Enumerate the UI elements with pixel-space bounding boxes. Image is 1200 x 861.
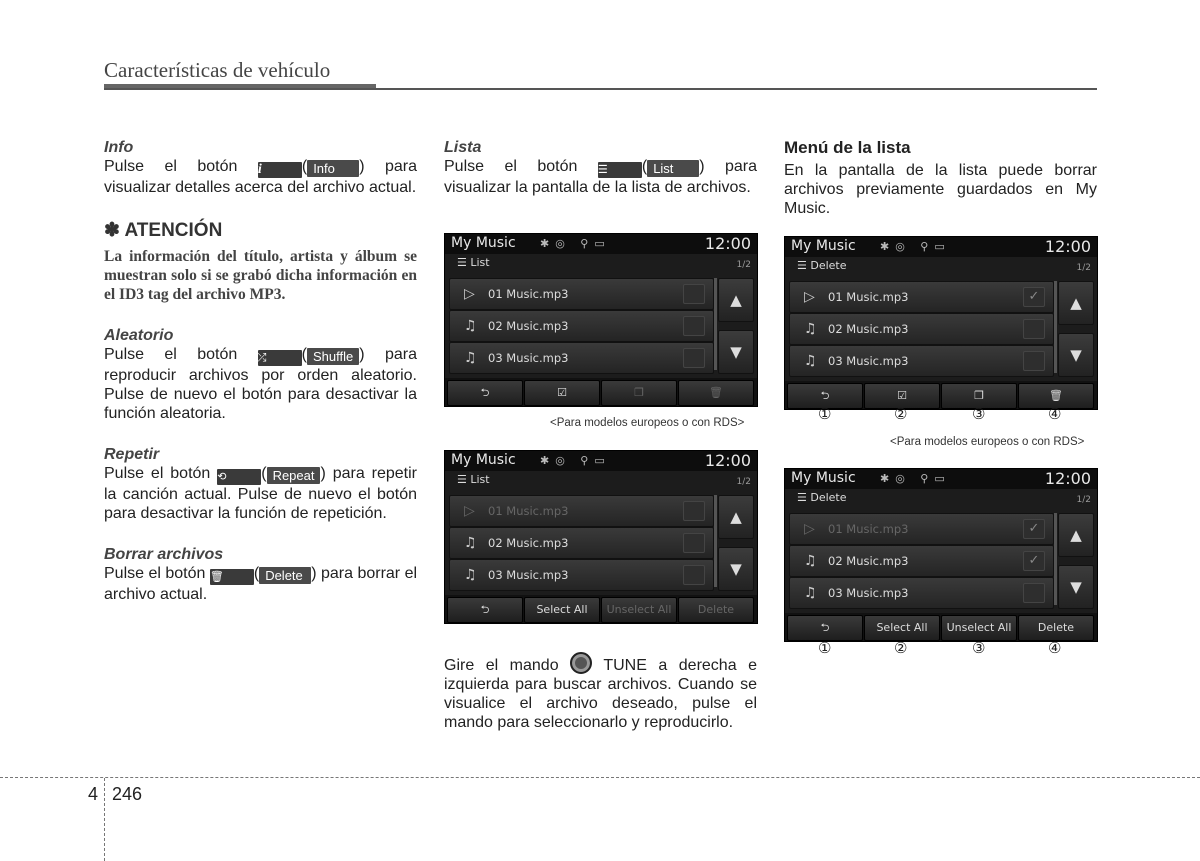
footer-rule bbox=[0, 777, 1200, 778]
file-name: 03 Music.mp3 bbox=[488, 568, 569, 582]
info-heading: Info bbox=[104, 139, 134, 156]
file-name: 01 Music.mp3 bbox=[488, 504, 569, 518]
callout-4: ④ bbox=[1048, 640, 1062, 657]
list-doc-icon: ☰ bbox=[457, 473, 471, 486]
list-item[interactable] bbox=[789, 281, 1054, 313]
shuffle-icon: ⤮ bbox=[258, 350, 302, 366]
screen-clock: 12:00 bbox=[704, 234, 751, 253]
callout-2: ② bbox=[894, 406, 908, 423]
screen-clock: 12:00 bbox=[704, 451, 751, 470]
file-name: 02 Music.mp3 bbox=[488, 319, 569, 333]
unselect-all-button[interactable]: Unselect All bbox=[941, 615, 1017, 641]
screen-status-bar bbox=[445, 234, 757, 254]
play-icon: ▷ bbox=[804, 289, 815, 305]
delete-button[interactable]: Delete bbox=[678, 597, 754, 623]
caption-1: <Para modelos europeos o con RDS> bbox=[550, 417, 745, 429]
list-chip: List bbox=[647, 160, 699, 177]
page-indicator: 1/2 bbox=[1076, 263, 1091, 273]
list-heading: Lista bbox=[444, 139, 482, 156]
page-header-title: Características de vehículo bbox=[104, 58, 331, 82]
callout-1: ① bbox=[818, 406, 832, 423]
delete-header bbox=[797, 491, 847, 504]
back-button[interactable]: ⮌ bbox=[787, 383, 863, 409]
page-number: 246 bbox=[112, 784, 143, 804]
column-2 bbox=[444, 138, 757, 197]
back-button[interactable]: ⮌ bbox=[447, 380, 523, 406]
trash-icon[interactable]: 🗑 bbox=[678, 380, 754, 406]
screen-delete-2 bbox=[784, 468, 1098, 642]
scroll-down-button[interactable]: ▼ bbox=[1058, 565, 1094, 609]
footer-vertical-rule bbox=[104, 778, 105, 861]
scroll-down-button[interactable]: ▼ bbox=[718, 330, 754, 374]
screen-delete-1 bbox=[784, 236, 1098, 410]
checkbox[interactable] bbox=[1023, 351, 1045, 371]
scroll-up-button[interactable]: ▲ bbox=[1058, 281, 1094, 325]
callout-1: ① bbox=[818, 640, 832, 657]
list-doc-icon: ☰ bbox=[457, 256, 471, 269]
list-item[interactable] bbox=[449, 342, 714, 374]
repeat-paragraph: Pulse el botón ⟲ ( Repeat ) para repetir la canción actual. Pulse de nuevo el botón para desactivar la función de repetición. bbox=[104, 465, 417, 522]
screen-status-bar bbox=[445, 451, 757, 471]
screen-title: My Music bbox=[451, 452, 516, 468]
callout-3: ③ bbox=[972, 640, 986, 657]
section-number: 4 bbox=[88, 784, 99, 804]
list-item[interactable] bbox=[789, 545, 1054, 577]
list-item[interactable] bbox=[449, 495, 714, 527]
list-doc-icon: ☰ bbox=[797, 491, 811, 504]
shuffle-heading: Aleatorio bbox=[104, 327, 174, 344]
screen-clock: 12:00 bbox=[1044, 469, 1091, 488]
scroll-up-button[interactable]: ▲ bbox=[1058, 513, 1094, 557]
file-name: 03 Music.mp3 bbox=[828, 586, 909, 600]
music-note-icon: ♫ bbox=[804, 353, 817, 369]
screen-title: My Music bbox=[451, 235, 516, 251]
scroll-up-button[interactable]: ▲ bbox=[718, 278, 754, 322]
back-button[interactable]: ⮌ bbox=[447, 597, 523, 623]
shuffle-chip: Shuffle bbox=[307, 348, 359, 365]
scroll-up-button[interactable]: ▲ bbox=[718, 495, 754, 539]
attention-heading: ✽ ATENCIÓN bbox=[104, 220, 223, 241]
delete-chip: Delete bbox=[259, 567, 311, 584]
check-icon[interactable]: ☑ bbox=[864, 383, 940, 409]
copy-icon[interactable]: ❐ bbox=[601, 380, 677, 406]
file-name: 01 Music.mp3 bbox=[828, 522, 909, 536]
list-text-post: para visualizar la pantalla de la lista de archivos. bbox=[444, 158, 757, 196]
caption-2: <Para modelos europeos o con RDS> bbox=[890, 436, 1085, 448]
attention-body: La información del título, artista y álbum se muestran solo si se grabó dicha información en el ID3 tag del archivo MP3. bbox=[104, 248, 417, 303]
screen-title: My Music bbox=[791, 238, 856, 254]
page-indicator: 1/2 bbox=[736, 477, 751, 487]
bottom-bar bbox=[445, 595, 757, 623]
file-name: 01 Music.mp3 bbox=[488, 287, 569, 301]
list-paragraph: Pulse el botón ☰ ( List ) para visualizar la pantalla de la lista de archivos. bbox=[444, 158, 757, 196]
back-button[interactable]: ⮌ bbox=[787, 615, 863, 641]
play-icon: ▷ bbox=[464, 286, 475, 302]
repeat-text-post: para repetir la canción actual. Pulse de nuevo el botón para desactivar la función de repetición. bbox=[104, 465, 417, 522]
shuffle-text-post: para reproducir archivos por orden aleatorio. Pulse de nuevo el botón para desactivar la función aleatoria. bbox=[104, 346, 417, 422]
list-icon: ☰ bbox=[598, 162, 642, 178]
list-text-pre: Pulse el botón bbox=[444, 158, 578, 175]
checkbox[interactable] bbox=[1023, 319, 1045, 339]
tune-knob-icon bbox=[570, 652, 592, 674]
file-name: 03 Music.mp3 bbox=[828, 354, 909, 368]
music-note-icon: ♫ bbox=[804, 321, 817, 337]
checkbox[interactable] bbox=[683, 348, 705, 368]
list-item[interactable] bbox=[789, 345, 1054, 377]
checkbox[interactable] bbox=[683, 533, 705, 553]
page-indicator: 1/2 bbox=[1076, 495, 1091, 505]
repeat-chip: Repeat bbox=[267, 467, 321, 484]
scroll-down-button[interactable]: ▼ bbox=[718, 547, 754, 591]
list-item[interactable] bbox=[449, 527, 714, 559]
bottom-bar bbox=[785, 613, 1097, 641]
music-note-icon: ♫ bbox=[464, 567, 477, 583]
delete-heading: Borrar archivos bbox=[104, 546, 224, 563]
column-3 bbox=[784, 138, 1097, 218]
list-doc-icon: ☰ bbox=[797, 259, 811, 272]
delete-paragraph: Pulse el botón 🗑 ( Delete ) para borrar el archivo actual. bbox=[104, 565, 418, 603]
delete-header-label: Delete bbox=[810, 259, 847, 272]
list-header-label: List bbox=[470, 256, 490, 269]
checkbox[interactable] bbox=[683, 501, 705, 521]
checkbox-checked[interactable]: ✓ bbox=[1023, 287, 1045, 307]
info-text-pre: Pulse el botón bbox=[104, 158, 238, 175]
header-rule bbox=[104, 88, 1097, 90]
list-item[interactable] bbox=[449, 278, 714, 310]
screen-status-bar bbox=[785, 469, 1097, 489]
scrollbar[interactable] bbox=[714, 495, 717, 587]
delete-text-pre: Pulse el botón bbox=[104, 565, 206, 582]
bluetooth-icon: ✱◎ ⚲▭ bbox=[540, 237, 611, 250]
page-indicator: 1/2 bbox=[736, 260, 751, 270]
trash-icon[interactable]: 🗑 bbox=[1018, 383, 1094, 409]
checkbox-checked[interactable]: ✓ bbox=[1023, 551, 1045, 571]
repeat-heading: Repetir bbox=[104, 446, 160, 463]
shuffle-text-pre: Pulse el botón bbox=[104, 346, 238, 363]
column-1 bbox=[104, 138, 417, 604]
tune-paragraph bbox=[444, 652, 757, 732]
select-all-button[interactable]: Select All bbox=[864, 615, 940, 641]
screen-status-bar bbox=[785, 237, 1097, 257]
copy-icon[interactable]: ❐ bbox=[941, 383, 1017, 409]
scrollbar[interactable] bbox=[714, 278, 717, 370]
list-item[interactable] bbox=[789, 577, 1054, 609]
music-note-icon: ♫ bbox=[464, 318, 477, 334]
screen-title: My Music bbox=[791, 470, 856, 486]
tune-text bbox=[444, 652, 757, 732]
music-note-icon: ♫ bbox=[804, 585, 817, 601]
music-note-icon: ♫ bbox=[464, 535, 477, 551]
music-note-icon: ♫ bbox=[804, 553, 817, 569]
list-header-label: List bbox=[470, 473, 490, 486]
list-item[interactable] bbox=[449, 559, 714, 591]
screen-list-2 bbox=[444, 450, 758, 624]
checkbox[interactable] bbox=[683, 284, 705, 304]
screen-list-1 bbox=[444, 233, 758, 407]
file-name: 02 Music.mp3 bbox=[828, 322, 909, 336]
list-item[interactable] bbox=[789, 513, 1054, 545]
file-name: 02 Music.mp3 bbox=[488, 536, 569, 550]
checkbox[interactable] bbox=[683, 316, 705, 336]
unselect-all-button[interactable]: Unselect All bbox=[601, 597, 677, 623]
list-header bbox=[457, 256, 490, 269]
list-item[interactable] bbox=[789, 313, 1054, 345]
info-icon: i bbox=[258, 162, 302, 178]
scrollbar[interactable] bbox=[1054, 281, 1057, 373]
bluetooth-icon: ✱◎ ⚲▭ bbox=[880, 472, 951, 485]
tune-text-post: TUNE a derecha e izquierda para buscar archivos. Cuando se visualice el archivo deseado, pulse el mando para seleccionarlo y reproducirlo. bbox=[444, 657, 757, 731]
tune-text-pre: Gire el mando bbox=[444, 657, 559, 674]
list-header bbox=[457, 473, 490, 486]
repeat-icon: ⟲ bbox=[217, 469, 261, 485]
bottom-bar bbox=[445, 378, 757, 406]
bluetooth-icon: ✱◎ ⚲▭ bbox=[880, 240, 951, 253]
callout-2: ② bbox=[894, 640, 908, 657]
checkbox-checked[interactable]: ✓ bbox=[1023, 519, 1045, 539]
repeat-text-pre: Pulse el botón bbox=[104, 465, 211, 482]
checkbox[interactable] bbox=[683, 565, 705, 585]
delete-text-post: para borrar el archivo actual. bbox=[104, 565, 418, 603]
delete-button[interactable]: Delete bbox=[1018, 615, 1094, 641]
bluetooth-icon: ✱◎ ⚲▭ bbox=[540, 454, 611, 467]
delete-header-label: Delete bbox=[810, 491, 847, 504]
trash-icon: 🗑 bbox=[210, 569, 254, 585]
info-paragraph: Pulse el botón i ( Info ) para visualizar detalles acerca del archivo actual. bbox=[104, 158, 417, 196]
checkbox[interactable] bbox=[1023, 583, 1045, 603]
delete-header bbox=[797, 259, 847, 272]
file-name: 02 Music.mp3 bbox=[828, 554, 909, 568]
menu-paragraph: En la pantalla de la lista puede borrar archivos previamente guardados en My Music. bbox=[784, 162, 1097, 217]
list-item[interactable] bbox=[449, 310, 714, 342]
select-all-button[interactable]: Select All bbox=[524, 597, 600, 623]
play-icon: ▷ bbox=[804, 521, 815, 537]
scrollbar[interactable] bbox=[1054, 513, 1057, 605]
shuffle-paragraph: Pulse el botón ⤮ ( Shuffle ) para reproducir archivos por orden aleatorio. Pulse de nuevo el botón para desactivar la función aleatoria. bbox=[104, 346, 417, 422]
scroll-down-button[interactable]: ▼ bbox=[1058, 333, 1094, 377]
screen-clock: 12:00 bbox=[1044, 237, 1091, 256]
info-text-post: para visualizar detalles acerca del archivo actual. bbox=[104, 158, 417, 196]
callout-4: ④ bbox=[1048, 406, 1062, 423]
check-icon[interactable]: ☑ bbox=[524, 380, 600, 406]
menu-heading: Menú de la lista bbox=[784, 138, 911, 157]
callout-3: ③ bbox=[972, 406, 986, 423]
play-icon: ▷ bbox=[464, 503, 475, 519]
info-chip: Info bbox=[307, 160, 359, 177]
file-name: 03 Music.mp3 bbox=[488, 351, 569, 365]
music-note-icon: ♫ bbox=[464, 350, 477, 366]
file-name: 01 Music.mp3 bbox=[828, 290, 909, 304]
